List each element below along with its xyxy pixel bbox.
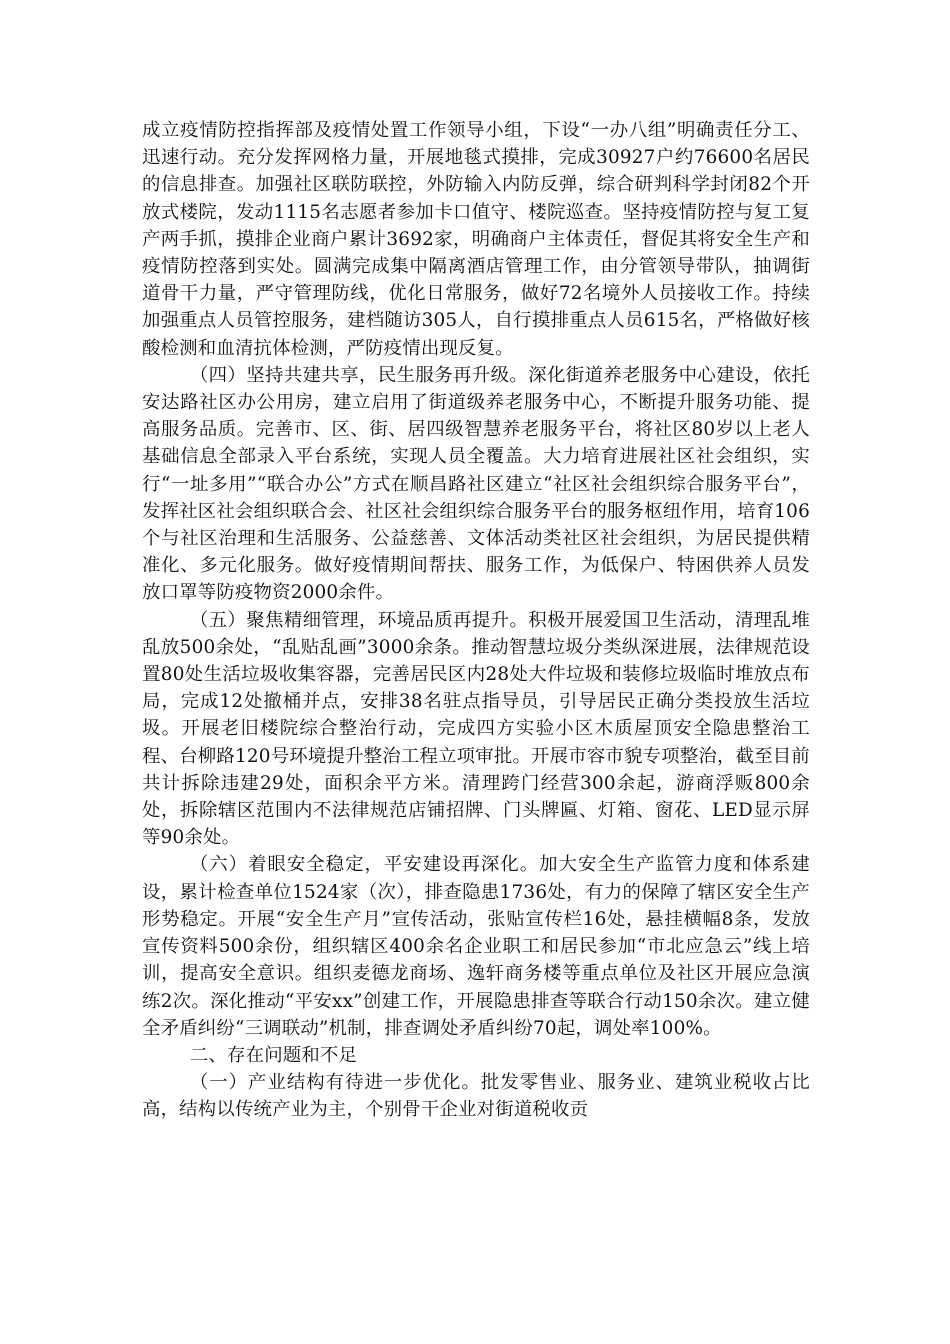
section-heading-problems: 二、存在问题和不足 bbox=[189, 1044, 358, 1066]
paragraph-section-5-environment: （五）聚焦精细管理，环境品质再提升。积极开展爱国卫生活动，清理乱堆乱放500余处，“乱贴乱画”3000余条。推动智慧垃圾分类纵深进展，法律规范设置80处生活垃圾收集容器，完善居民区内28处大件垃圾和装修垃圾临时堆放点布局，完成12处撤桶并点，安排38名驻点指导员，引导居民正确分类投放生活垃圾。开展老旧楼院综合整治行动，完成四方实验小区木质屋顶安全隐患整治工程、台柳路120号环境提升整治工程立项审批。开展市容市貌专项整治，截至目前共计拆除违建29处，面积余平方米。清理跨门经营300余起，游商浮贩800余处，拆除辖区范围内不法律规范店铺招牌、门头牌匾、灯箱、窗花、LED显示屏等90余处。 bbox=[142, 609, 810, 849]
paragraph-epidemic-control: 成立疫情防控指挥部及疫情处置工作领导小组，下设“一办八组”明确责任分工、迅速行动。充分发挥网格力量，开展地毯式摸排，完成30927户约76600名居民的信息排查。加强社区联防联控，外防输入内防反弹，综合研判科学封闭82个开放式楼院，发动1115名志愿者参加卡口值守、楼院巡查。坚持疫情防控与复工复产两手抓，摸排企业商户累计3692家，明确商户主体责任，督促其将安全生产和疫情防控落到实处。圆满完成集中隔离酒店管理工作，由分管领导带队，抽调街道骨干力量，严守管理防线，优化日常服务，做好72名境外人员接收工作。持续加强重点人员管控服务，建档随访305人，自行摸排重点人员615名，严格做好核酸检测和血清抗体检测，严防疫情出现反复。 bbox=[142, 120, 810, 359]
document-body bbox=[142, 117, 810, 1124]
paragraph-section-6-safety: （六）着眼安全稳定，平安建设再深化。加大安全生产监管力度和体系建设，累计检查单位1524家（次），排查隐患1736处，有力的保障了辖区安全生产形势稳定。开展“安全生产月”宣传活动，张贴宣传栏16处，悬挂横幅8条，发放宣传资料500余份，组织辖区400余名企业职工和居民参加“市北应急云”线上培训，提高安全意识。组织麦德龙商场、逸轩商务楼等重点单位及社区开展应急演练2次。深化推动“平安xx”创建工作，开展隐患排查等联合行动150余次。建立健全矛盾纠纷“三调联动”机制，排查调处矛盾纠纷70起，调处率100%。 bbox=[142, 854, 810, 1039]
paragraph-section-4-livelihood: （四）坚持共建共享，民生服务再升级。深化街道养老服务中心建设，依托安达路社区办公用房，建立启用了街道级养老服务中心，不断提升服务功能、提高服务品质。完善市、区、街、居四级智慧养老服务平台，将社区80岁以上老人基础信息全部录入平台系统，实现人员全覆盖。大力培育进展社区社会组织，实行“一址多用”“联合办公”方式在顺昌路社区建立“社区社会组织综合服务平台”，发挥社区社会组织联合会、社区社会组织综合服务平台的服务枢纽作用，培育106个与社区治理和生活服务、公益慈善、文体活动类社区社会组织，为居民提供精准化、多元化服务。做好疫情期间帮扶、服务工作，为低保户、特困供养人员发放口罩等防疫物资2000余件。 bbox=[142, 364, 810, 604]
paragraph-problem-1: （一）产业结构有待进一步优化。批发零售业、服务业、建筑业税收占比高，结构以传统产业为主，个别骨干企业对街道税收贡 bbox=[142, 1072, 810, 1121]
